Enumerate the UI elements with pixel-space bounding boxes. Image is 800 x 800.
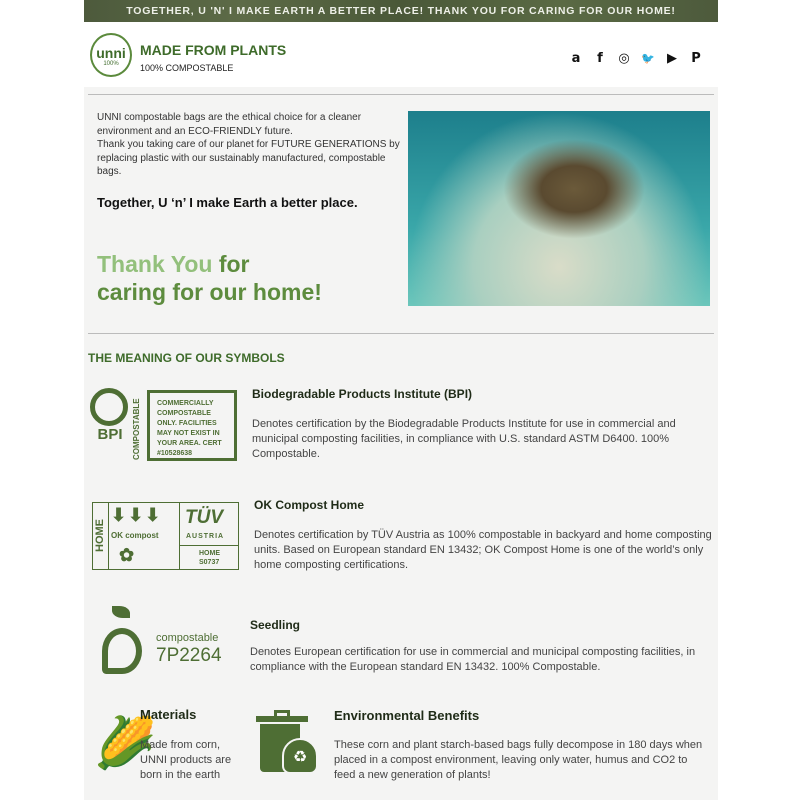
seedling-label: compostable — [156, 632, 219, 644]
cert-code: S0737 — [199, 559, 220, 566]
bpi-logo-icon — [90, 388, 130, 458]
flower-icon: ✿ — [119, 545, 135, 565]
together-tagline: Together, U ‘n’ I make Earth a better place. — [97, 195, 358, 210]
thanks-line-2: caring for our home! — [97, 279, 322, 305]
ok-compost-title: OK Compost Home — [254, 498, 365, 512]
bpi-vertical-text: COMPOSTABLE — [132, 398, 141, 460]
intro-line-2: Thank you taking care of our planet for FUTURE GENERATIONS by replacing plastic with our sustainably manufactured, compostable bags. — [97, 139, 400, 177]
compost-bin-icon — [256, 710, 320, 774]
bpi-desc: Denotes certification by the Biodegradable Products Institute for use in commercial and municipal composting facilities, in compliance with U.S. standard ASTM D6400. 100% Compostable. — [252, 418, 676, 460]
bpi-title: Biodegradable Products Institute (BPI) — [252, 387, 473, 401]
top-banner: TOGETHER, U 'N' I MAKE EARTH A BETTER PLACE! THANK YOU FOR CARING FOR OUR HOME! — [84, 0, 718, 22]
down-arrows-icon: ⬇⬇⬇ — [111, 505, 163, 525]
thank-you-heading — [97, 250, 322, 306]
unni-logo[interactable] — [90, 33, 132, 77]
brand-title: MADE FROM PLANTS — [140, 42, 287, 58]
seedling-desc: Denotes European certification for use in commercial and municipal composting facilities, in compliance with the European standard EN 13432. 100% Compostable. — [250, 646, 696, 673]
seedling-icon — [94, 606, 154, 676]
divider — [88, 94, 714, 95]
header — [84, 22, 718, 87]
home-label: HOME — [199, 550, 220, 557]
sea-turtle-image — [408, 111, 710, 306]
twitter-icon[interactable]: 🐦 — [641, 52, 655, 65]
materials-title: Materials — [140, 707, 197, 722]
bpi-logo-text: BPI — [97, 426, 123, 443]
brand-subtitle: 100% COMPOSTABLE — [140, 63, 234, 73]
ok-compost-desc: Denotes certification by TÜV Austria as 100% compostable in backyard and home composting units. Based on European standard EN 13432; OK Compost Home is one of the world’s only home composting certifications. — [254, 529, 712, 571]
thanks-rest: for — [218, 251, 250, 277]
intro-text — [97, 111, 407, 179]
tuv-label: TÜV — [185, 507, 223, 528]
bpi-badge-text: COMMERCIALLY COMPOSTABLE ONLY. FACILITIES MAY NOT EXIST IN YOUR AREA. CERT #10528638 — [147, 390, 237, 461]
pinterest-icon[interactable]: P — [691, 51, 701, 66]
logo-sub: 100% — [103, 61, 119, 67]
recycle-icon: ♻ — [282, 738, 318, 774]
social-links — [568, 51, 704, 67]
seedling-code: 7P2264 — [156, 645, 222, 666]
seedling-title: Seedling — [250, 618, 301, 632]
materials-desc: Made from corn, UNNI products are born in the earth — [140, 739, 232, 781]
logo-text: unni — [96, 45, 126, 61]
austria-label: AUSTRIA — [186, 533, 225, 540]
ok-compost-label: OK compost — [111, 531, 159, 540]
intro-line-1: UNNI compostable bags are the ethical choice for a cleaner environment and an ECO-FRIENDLY future. — [97, 112, 362, 137]
symbols-title: THE MEANING OF OUR SYMBOLS — [88, 351, 285, 365]
benefits-title: Environmental Benefits — [334, 708, 480, 723]
youtube-icon[interactable]: ▶ — [667, 51, 677, 66]
facebook-icon[interactable]: f — [597, 51, 603, 66]
benefits-desc: These corn and plant starch-based bags fully decompose in 180 days when placed in a compost environment, leaving only water, humus and CO2 to feed a new generation of plants! — [334, 739, 703, 781]
instagram-icon[interactable]: ◎ — [618, 51, 630, 66]
corn-icon: 🌽 — [94, 714, 157, 772]
page — [84, 0, 718, 800]
thanks-light: Thank You — [97, 251, 213, 277]
ok-vertical-text: HOME — [94, 519, 106, 553]
amazon-icon[interactable]: a — [571, 51, 581, 66]
divider — [88, 333, 714, 334]
ok-compost-badge — [92, 502, 239, 570]
